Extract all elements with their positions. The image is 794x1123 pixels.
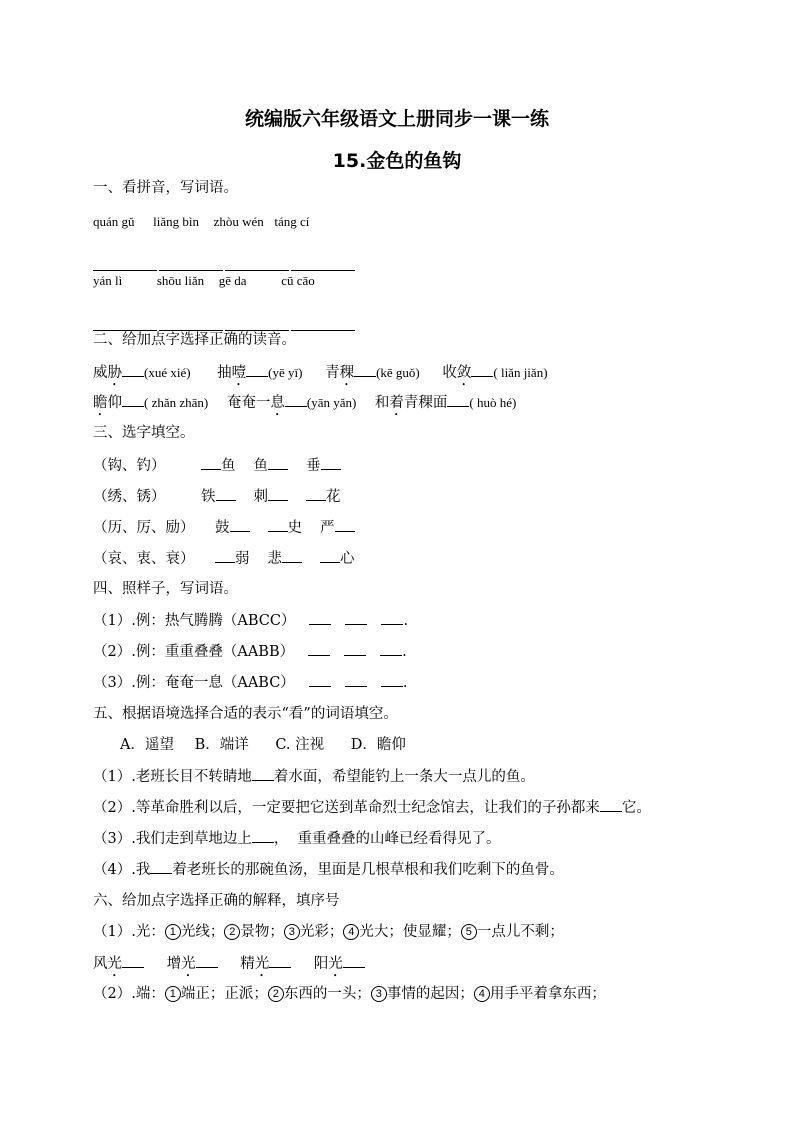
pinyin-item: cū cāo	[281, 273, 315, 288]
pinyin-row-2	[93, 271, 315, 291]
pinyin-row-1	[93, 212, 309, 232]
section-2-heading: 二、给加点字选择正确的读音。	[93, 332, 296, 348]
section-5-heading: 五、根据语境选择合适的表示“看”的词语填空。	[93, 706, 398, 722]
reading-item: 收敛 ( liǎn jiǎn)	[442, 365, 547, 381]
page-title: 统编版六年级语文上册同步一课一练	[244, 108, 549, 130]
option-d: D．瞻仰	[350, 737, 406, 753]
section-3-heading: 三、选字填空。	[93, 425, 195, 441]
pattern-item-3: （3）.例：奄奄一息（AABC） .	[93, 672, 407, 693]
pinyin-item: táng cí	[274, 214, 310, 229]
pattern-item-1: （1）.例：热气腾腾（ABCC） .	[93, 610, 408, 631]
pinyin-item: zhòu wén	[213, 214, 264, 229]
context-item-3: （3）.我们走到草地边上 ， 重重叠叠的山峰已经看得见了。	[93, 828, 501, 849]
context-item-1: （1）.老班长目不转睛地 着水面，希望能钓上一条大一点儿的鱼。	[93, 766, 535, 787]
reading-row-1	[93, 362, 548, 389]
reading-item: 威胁 (xué xié)	[93, 365, 191, 381]
pinyin-item: gē da	[218, 273, 247, 288]
pinyin-item: shōu liǎn	[156, 273, 205, 288]
fill-row-3: （历、厉、励） 鼓 史 严	[93, 517, 355, 538]
fill-row-1: （钩、钓） 鱼 鱼 垂	[93, 455, 341, 476]
context-item-4: （4）.我 着老班长的那碗鱼汤，里面是几根草根和我们吃剩下的鱼骨。	[93, 859, 564, 880]
reading-item: 瞻仰 ( zhǎn zhān)	[93, 395, 208, 411]
lesson-title: 15.金色的鱼钩	[332, 150, 462, 172]
pinyin-item: yán lì	[93, 273, 123, 288]
section-6-heading: 六、给加点字选择正确的解释，填序号	[93, 893, 340, 909]
section-4-heading: 四、照样子，写词语。	[93, 581, 238, 597]
pinyin-item: quán gǔ	[93, 214, 135, 229]
fill-row-2: （绣、锈） 铁 刺 花	[93, 486, 341, 507]
section-1-heading: 一、看拼音，写词语。	[93, 180, 238, 196]
definition-row-2: （2）.端： 1 端正；正派； 2 东西的一头； 3 事情的起因； 4 用手平着拿东西；	[93, 986, 606, 1002]
option-a: A．遥望	[120, 737, 174, 753]
definition-words-row: 风光 增光 精光 阳光	[93, 953, 365, 980]
definition-row-1: （1）.光： 1 光线； 2 景物； 3 光彩； 4 光大；使显耀； 5 一点儿不剩；	[93, 924, 564, 940]
option-b: B．端详	[194, 737, 249, 753]
fill-row-4: （哀、衷、衰） 弱 悲 心	[93, 548, 355, 569]
options-row	[120, 735, 406, 755]
reading-item: 抽噎 (yē yī)	[217, 365, 302, 381]
reading-row-2	[93, 392, 516, 419]
option-c: C. 注视	[275, 737, 325, 753]
reading-item: 青稞 (kē guǒ)	[325, 365, 420, 381]
reading-item: 奄奄一息 (yān yǎn)	[227, 395, 356, 411]
reading-item: 和着青稞面 ( huò hé)	[375, 395, 516, 411]
pinyin-item: liǎng bìn	[153, 214, 199, 229]
context-item-2: （2）.等革命胜利以后，一定要把它送到革命烈士纪念馆去，让我们的子孙都来 它。	[93, 797, 651, 818]
pattern-item-2: （2）.例：重重叠叠（AABB） .	[93, 641, 407, 662]
